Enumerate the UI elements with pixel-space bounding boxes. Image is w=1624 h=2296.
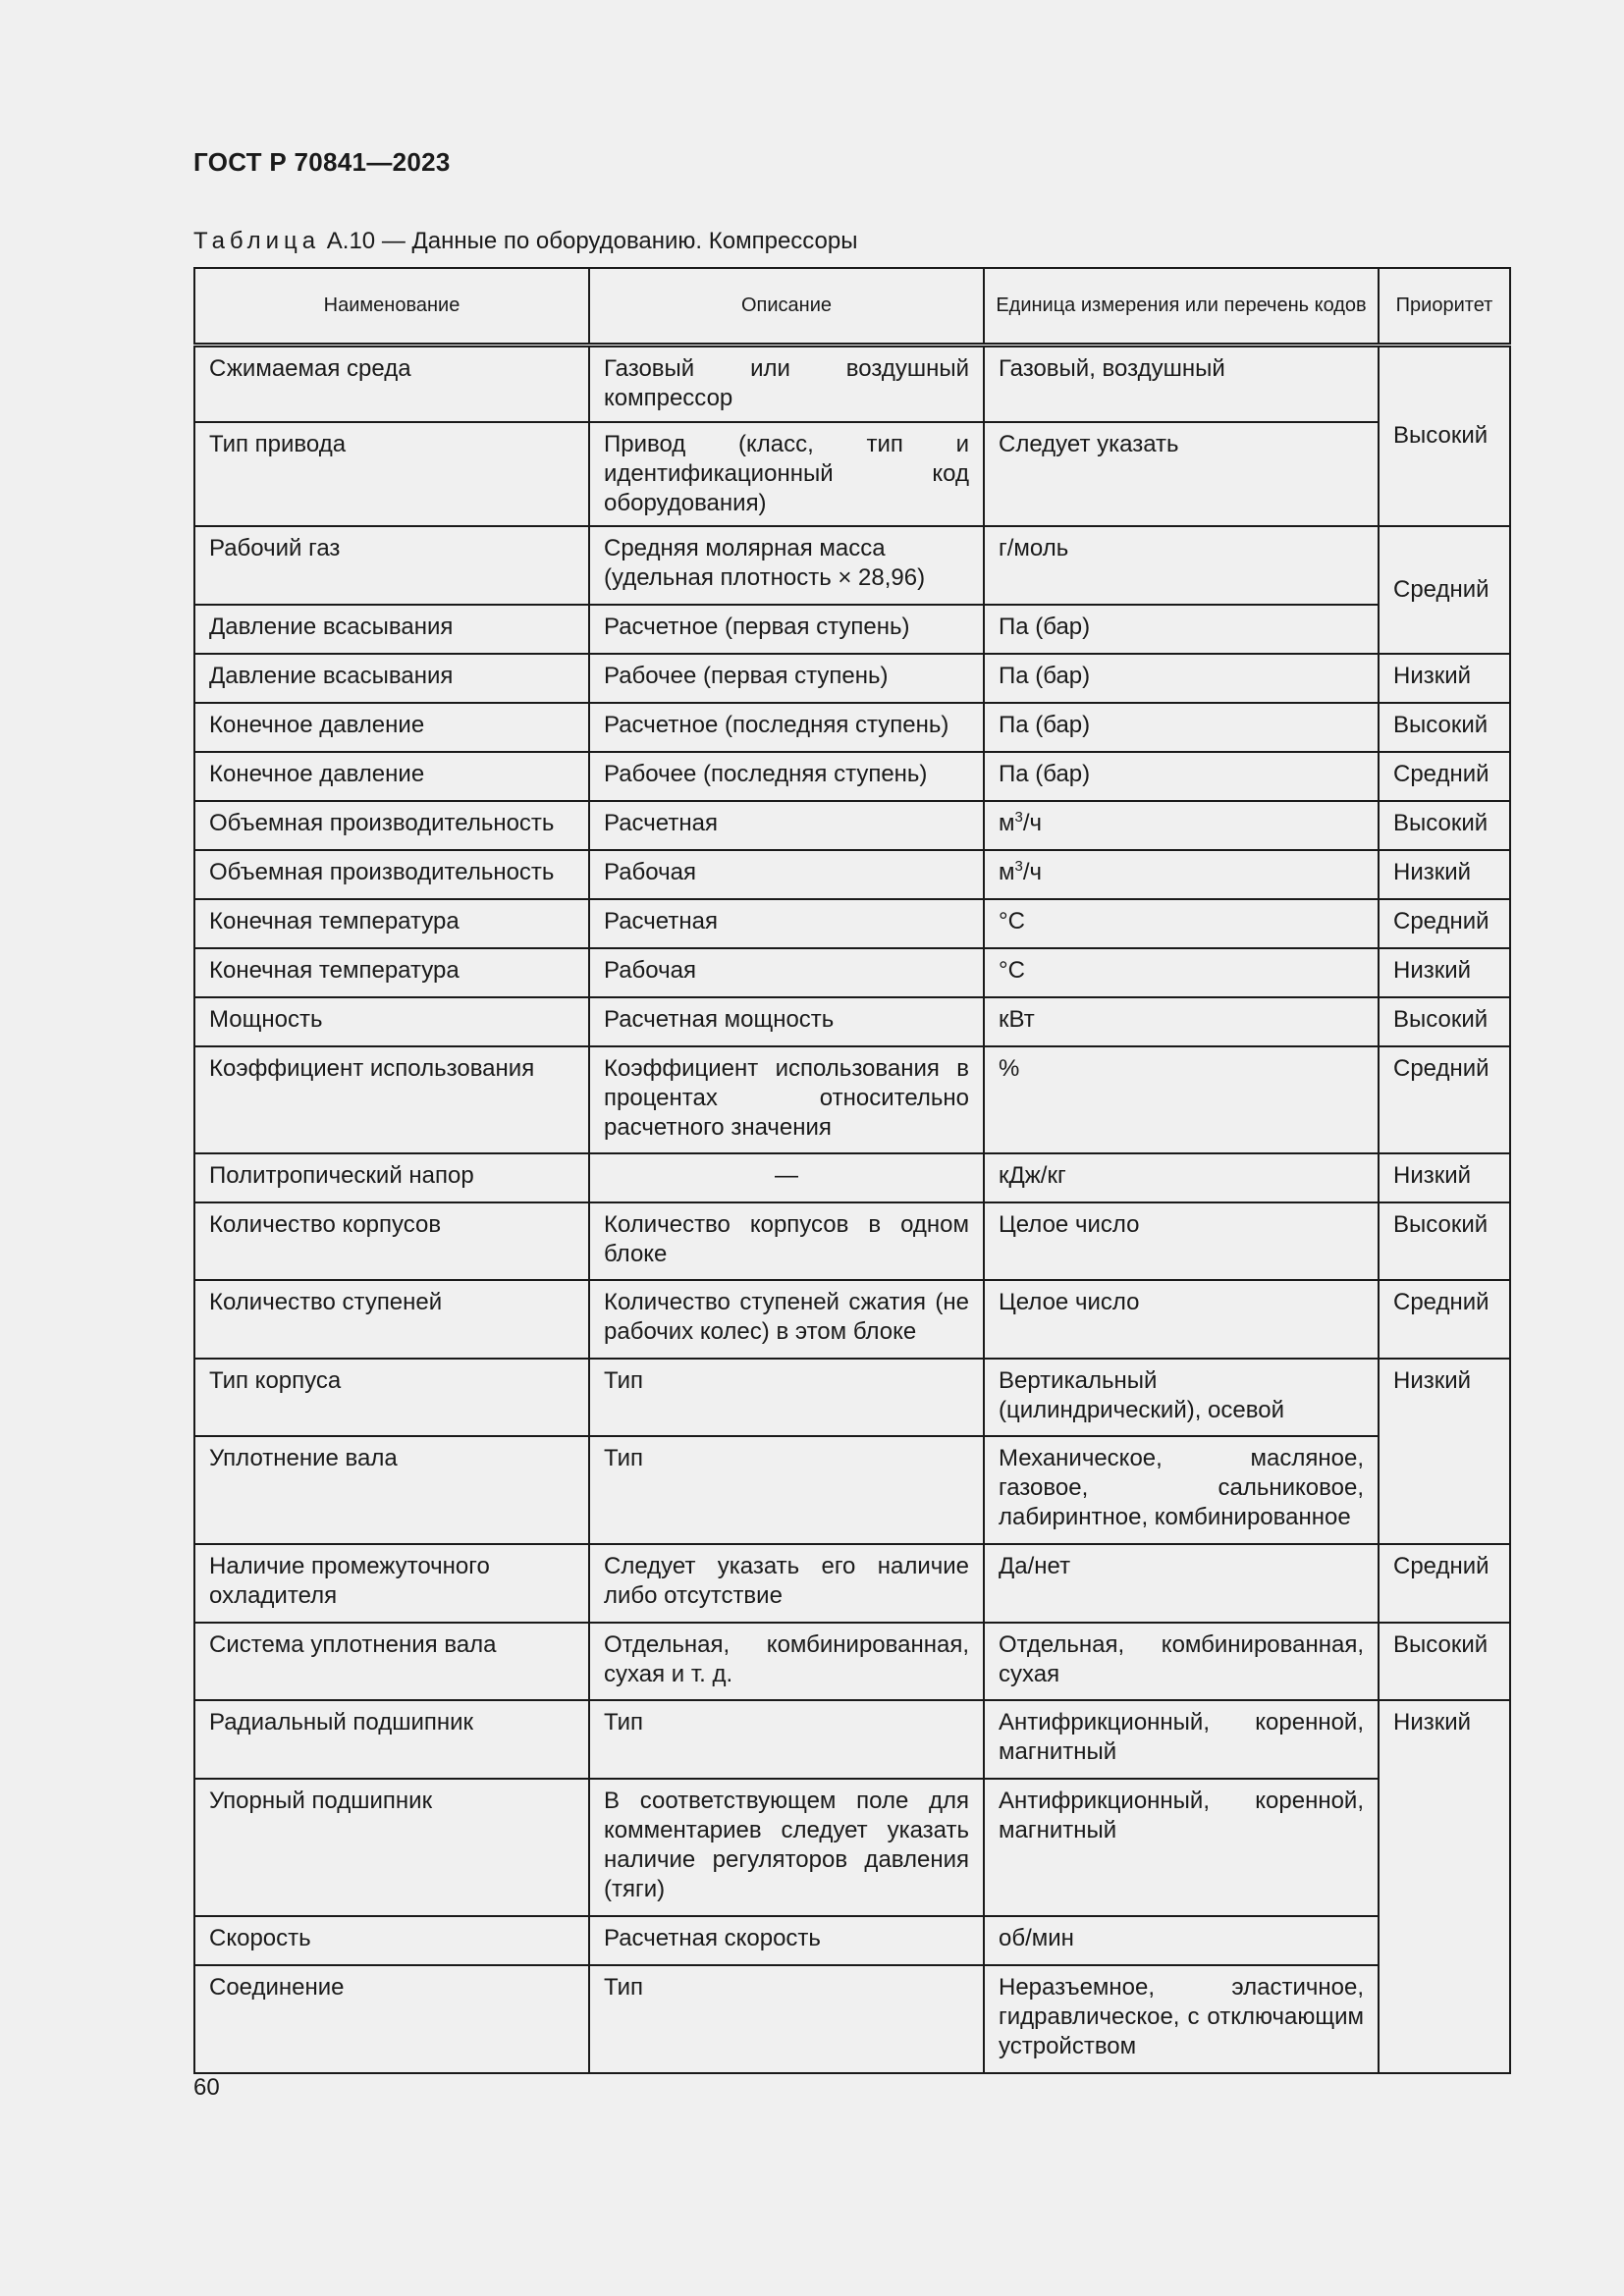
cell-unit: Целое число — [984, 1202, 1379, 1280]
table-row — [194, 1779, 1510, 1916]
cell-priority: Высокий — [1379, 345, 1510, 526]
table-row — [194, 1965, 1510, 2073]
cell-priority: Средний — [1379, 1544, 1510, 1623]
cell-name: Давление всасывания — [194, 605, 589, 654]
table-row — [194, 422, 1510, 526]
cell-priority: Низкий — [1379, 1359, 1510, 1544]
cell-name: Сжимаемая среда — [194, 345, 589, 422]
cell-name: Наличие промежуточного охладителя — [194, 1544, 589, 1623]
cell-description: Рабочая — [589, 948, 984, 997]
cell-priority: Низкий — [1379, 1700, 1510, 2073]
table-row — [194, 1153, 1510, 1202]
cell-name: Радиальный подшипник — [194, 1700, 589, 1779]
cell-description: Тип — [589, 1700, 984, 1779]
cell-unit: °С — [984, 948, 1379, 997]
cell-unit: Следует указать — [984, 422, 1379, 526]
cell-unit: Да/нет — [984, 1544, 1379, 1623]
cell-priority: Средний — [1379, 1280, 1510, 1359]
cell-description: Рабочее (последняя ступень) — [589, 752, 984, 801]
cell-unit: Механическое, масляное, газовое, сальниковое, лабиринтное, комбинированное — [984, 1436, 1379, 1544]
document-code: ГОСТ Р 70841—2023 — [193, 147, 451, 177]
cell-unit — [984, 801, 1379, 850]
table-row — [194, 752, 1510, 801]
cell-description: — — [589, 1153, 984, 1202]
cell-priority: Высокий — [1379, 801, 1510, 850]
cell-name: Объемная производительность — [194, 850, 589, 899]
table-row — [194, 345, 1510, 422]
cell-description: Коэффициент использования в процентах относительно расчетного значения — [589, 1046, 984, 1153]
cell-name: Конечная температура — [194, 899, 589, 948]
cell-description: Рабочее (первая ступень) — [589, 654, 984, 703]
cell-name: Уплотнение вала — [194, 1436, 589, 1544]
table-row — [194, 703, 1510, 752]
cell-description: Расчетная — [589, 899, 984, 948]
table-row — [194, 1623, 1510, 1700]
cell-description: Газовый или воздушный компрессор — [589, 345, 984, 422]
table-row — [194, 997, 1510, 1046]
cell-unit: Неразъемное, эластичное, гидравлическое, с отключающим устройством — [984, 1965, 1379, 2073]
cell-description: В соответствующем поле для комментариев следует указать наличие регуляторов давления (тяги) — [589, 1779, 984, 1916]
cell-priority: Средний — [1379, 899, 1510, 948]
caption-label: Таблица — [193, 228, 321, 254]
cell-priority: Низкий — [1379, 1153, 1510, 1202]
cell-unit: Отдельная, комбинированная, сухая — [984, 1623, 1379, 1700]
cell-description: Расчетная мощность — [589, 997, 984, 1046]
table-row — [194, 850, 1510, 899]
unit-exponent: 3 — [1014, 858, 1023, 875]
cell-priority: Низкий — [1379, 654, 1510, 703]
cell-description: Количество ступеней сжатия (не рабочих колес) в этом блоке — [589, 1280, 984, 1359]
column-header-unit: Единица измерения или перечень кодов — [984, 268, 1379, 345]
cell-priority: Низкий — [1379, 850, 1510, 899]
cell-name: Рабочий газ — [194, 526, 589, 605]
table-row — [194, 654, 1510, 703]
cell-description: Средняя молярная масса (удельная плотность × 28,96) — [589, 526, 984, 605]
cell-unit: г/моль — [984, 526, 1379, 605]
cell-priority: Средний — [1379, 752, 1510, 801]
cell-description: Количество корпусов в одном блоке — [589, 1202, 984, 1280]
cell-priority: Высокий — [1379, 1623, 1510, 1700]
cell-priority: Высокий — [1379, 703, 1510, 752]
table-row — [194, 1700, 1510, 1779]
cell-name: Система уплотнения вала — [194, 1623, 589, 1700]
table-row — [194, 948, 1510, 997]
unit-tail: /ч — [1022, 859, 1043, 885]
cell-unit: Вертикальный (цилиндрический), осевой — [984, 1359, 1379, 1436]
cell-name: Давление всасывания — [194, 654, 589, 703]
cell-name: Тип корпуса — [194, 1359, 589, 1436]
cell-name: Соединение — [194, 1965, 589, 2073]
cell-name: Скорость — [194, 1916, 589, 1965]
cell-unit: кВт — [984, 997, 1379, 1046]
cell-priority: Средний — [1379, 1046, 1510, 1153]
cell-priority: Высокий — [1379, 997, 1510, 1046]
cell-name: Упорный подшипник — [194, 1779, 589, 1916]
cell-unit: Целое число — [984, 1280, 1379, 1359]
cell-name: Коэффициент использования — [194, 1046, 589, 1153]
cell-unit: Антифрикционный, коренной, магнитный — [984, 1700, 1379, 1779]
table-row — [194, 1202, 1510, 1280]
cell-name: Мощность — [194, 997, 589, 1046]
cell-name: Тип привода — [194, 422, 589, 526]
table-row — [194, 1544, 1510, 1623]
table-row — [194, 1359, 1510, 1436]
cell-name: Количество корпусов — [194, 1202, 589, 1280]
cell-description: Следует указать его наличие либо отсутствие — [589, 1544, 984, 1623]
cell-name: Конечная температура — [194, 948, 589, 997]
table-row — [194, 801, 1510, 850]
cell-description: Расчетная скорость — [589, 1916, 984, 1965]
cell-description: Рабочая — [589, 850, 984, 899]
unit-tail: /ч — [1022, 810, 1043, 836]
unit-exponent: 3 — [1014, 809, 1023, 826]
column-header-name: Наименование — [194, 268, 589, 345]
column-header-priority: Приоритет — [1379, 268, 1510, 345]
table-header-row — [194, 268, 1510, 345]
compressor-data-table — [193, 267, 1511, 2074]
cell-unit: Па (бар) — [984, 654, 1379, 703]
cell-priority: Высокий — [1379, 1202, 1510, 1280]
cell-unit: Па (бар) — [984, 703, 1379, 752]
cell-description: Расчетная — [589, 801, 984, 850]
cell-description: Привод (класс, тип и идентификационный код оборудования) — [589, 422, 984, 526]
cell-description: Тип — [589, 1359, 984, 1436]
cell-description: Тип — [589, 1436, 984, 1544]
unit-base: м — [999, 859, 1015, 885]
page-number: 60 — [193, 2074, 220, 2101]
table-row — [194, 1046, 1510, 1153]
cell-unit: °С — [984, 899, 1379, 948]
cell-name: Объемная производительность — [194, 801, 589, 850]
table-row — [194, 1280, 1510, 1359]
table-row — [194, 526, 1510, 605]
cell-name: Конечное давление — [194, 703, 589, 752]
column-header-description: Описание — [589, 268, 984, 345]
table-caption — [193, 228, 858, 255]
cell-description: Отдельная, комбинированная, сухая и т. д. — [589, 1623, 984, 1700]
cell-name: Количество ступеней — [194, 1280, 589, 1359]
cell-unit: % — [984, 1046, 1379, 1153]
table-row — [194, 1916, 1510, 1965]
cell-description: Расчетное (первая ступень) — [589, 605, 984, 654]
cell-unit: Па (бар) — [984, 752, 1379, 801]
table-row — [194, 605, 1510, 654]
cell-description: Тип — [589, 1965, 984, 2073]
table-row — [194, 899, 1510, 948]
cell-description: Расчетное (последняя ступень) — [589, 703, 984, 752]
cell-priority: Средний — [1379, 526, 1510, 654]
caption-text: А.10 — Данные по оборудованию. Компрессоры — [320, 228, 858, 254]
cell-unit: Газовый, воздушный — [984, 345, 1379, 422]
cell-priority: Низкий — [1379, 948, 1510, 997]
table-row — [194, 1436, 1510, 1544]
cell-name: Политропический напор — [194, 1153, 589, 1202]
cell-unit: Па (бар) — [984, 605, 1379, 654]
cell-unit: кДж/кг — [984, 1153, 1379, 1202]
cell-unit — [984, 850, 1379, 899]
cell-name: Конечное давление — [194, 752, 589, 801]
unit-base: м — [999, 810, 1015, 836]
cell-unit: Антифрикционный, коренной, магнитный — [984, 1779, 1379, 1916]
cell-unit: об/мин — [984, 1916, 1379, 1965]
